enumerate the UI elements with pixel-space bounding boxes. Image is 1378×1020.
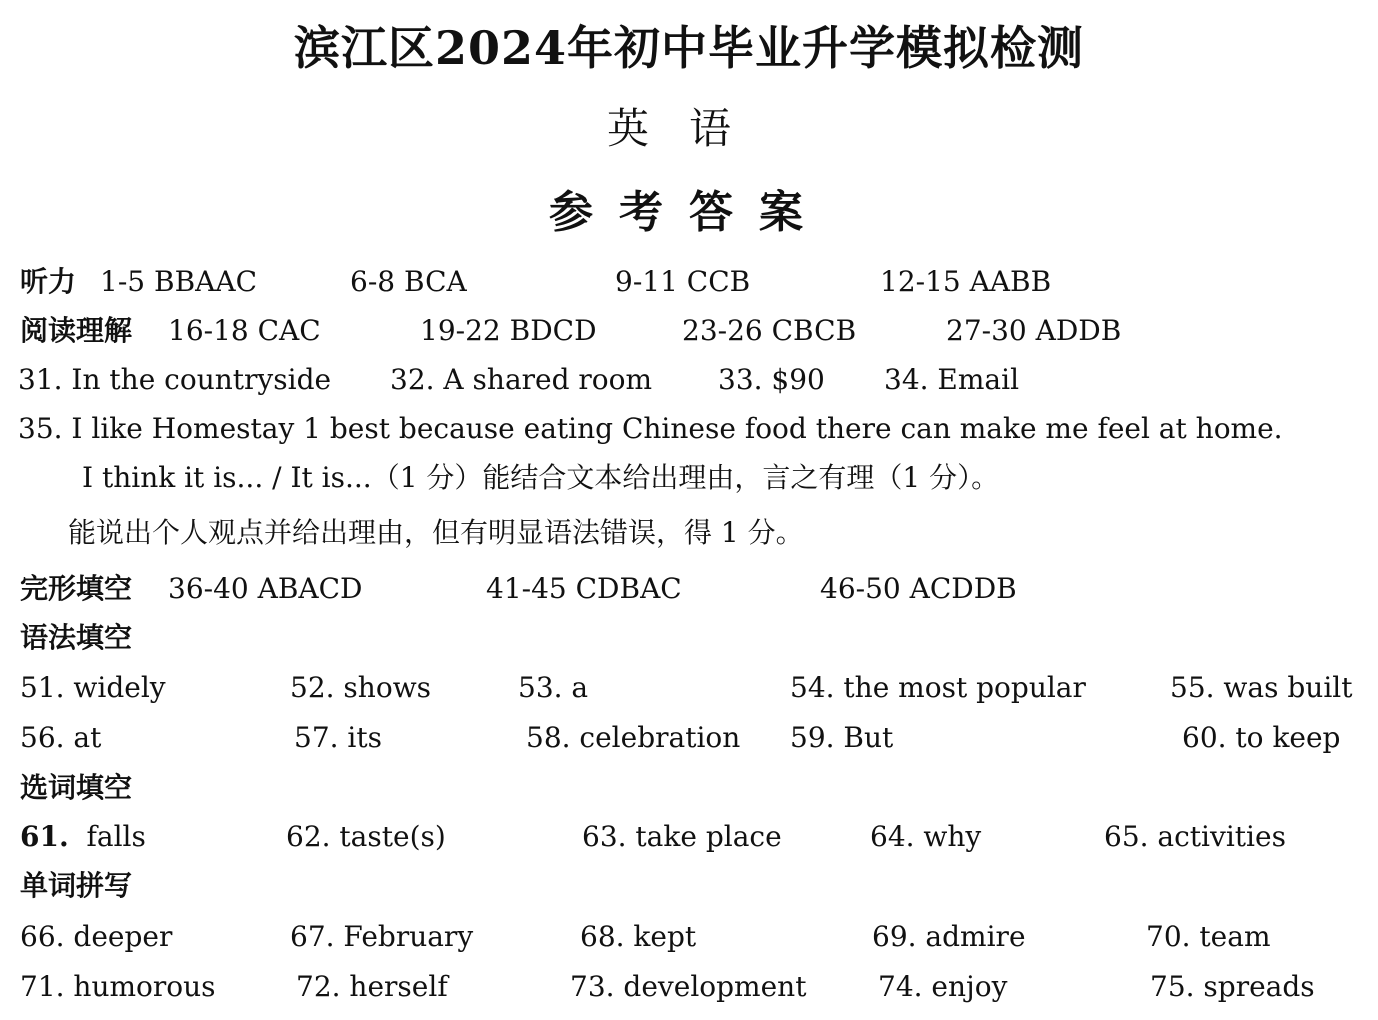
answer-group: 41-45 CDBAC	[486, 572, 682, 605]
answer-group: 23-26 CBCB	[682, 314, 857, 347]
q35-scoring-note: 能说出个人观点并给出理由，但有明显语法错误，得 1 分。	[68, 516, 804, 549]
answer-item: 58. celebration	[526, 721, 741, 754]
word-choice-label: 选词填空	[20, 771, 133, 804]
q35-answer: 35. I like Homestay 1 best because eating Chinese food there can make me feel at home.	[18, 412, 1283, 445]
answer-group: 36-40 ABACD	[168, 572, 363, 605]
page-title: 滨江区2024年初中毕业升学模拟检测	[293, 21, 1085, 75]
q35-scoring-note: I think it is... / It is...（1 分）能结合文本给出理由，言之有理（1 分）。	[82, 461, 1000, 494]
answer-item: 59. But	[790, 721, 894, 754]
answer-item	[20, 817, 146, 857]
answer-group: 12-15 AABB	[880, 265, 1052, 298]
q61-number: 61.	[20, 820, 69, 853]
cloze-row	[0, 569, 1378, 609]
answer-item: 54. the most popular	[790, 671, 1086, 704]
answer-group: 16-18 CAC	[168, 314, 321, 347]
answer-item: 63. take place	[582, 820, 782, 853]
answer-item: 75. spreads	[1150, 970, 1315, 1003]
word-choice-row	[0, 817, 1378, 857]
answer-item: 71. humorous	[20, 970, 216, 1003]
short-answer: 32. A shared room	[390, 363, 653, 396]
listening-row	[0, 262, 1378, 302]
answer-item: 60. to keep	[1182, 721, 1341, 754]
answer-group: 6-8 BCA	[350, 265, 467, 298]
answer-group: 46-50 ACDDB	[820, 572, 1017, 605]
reading-row	[0, 311, 1378, 351]
answer-item: 52. shows	[290, 671, 432, 704]
answer-item: 69. admire	[872, 920, 1026, 953]
answer-group: 27-30 ADDB	[946, 314, 1122, 347]
grammar-row	[0, 718, 1378, 758]
short-answer: 34. Email	[884, 363, 1020, 396]
spelling-row	[0, 967, 1378, 1007]
answer-group: 19-22 BDCD	[420, 314, 597, 347]
spelling-label: 单词拼写	[20, 869, 133, 902]
answer-item: 70. team	[1146, 920, 1271, 953]
answer-item: 55. was built	[1170, 671, 1353, 704]
answer-group: 1-5 BBAAC	[100, 265, 258, 298]
listening-label: 听力	[20, 265, 77, 298]
short-answer: 33. $90	[718, 363, 825, 396]
answer-item: 72. herself	[296, 970, 448, 1003]
answer-heading: 参考答案	[549, 187, 829, 238]
answer-item: 57. its	[294, 721, 383, 754]
answer-item: 62. taste(s)	[286, 820, 446, 853]
answer-item: 64. why	[870, 820, 982, 853]
answer-item: 67. February	[290, 920, 474, 953]
reading-label: 阅读理解	[20, 314, 133, 347]
spelling-row	[0, 917, 1378, 957]
answer-item: 66. deeper	[20, 920, 173, 953]
answer-item: 51. widely	[20, 671, 166, 704]
answer-item: 65. activities	[1104, 820, 1286, 853]
answer-group: 9-11 CCB	[615, 265, 751, 298]
answer-item: 73. development	[570, 970, 807, 1003]
short-answer-row	[0, 360, 1378, 400]
answer-item: 68. kept	[580, 920, 697, 953]
grammar-label: 语法填空	[20, 621, 133, 654]
subject-title: 英语	[606, 104, 771, 153]
grammar-row	[0, 668, 1378, 708]
answer-item: 74. enjoy	[878, 970, 1008, 1003]
answer-item: 56. at	[20, 721, 102, 754]
answer-item: 53. a	[518, 671, 589, 704]
q61-word: falls	[86, 820, 146, 853]
cloze-label: 完形填空	[20, 572, 133, 605]
short-answer: 31. In the countryside	[18, 363, 332, 396]
